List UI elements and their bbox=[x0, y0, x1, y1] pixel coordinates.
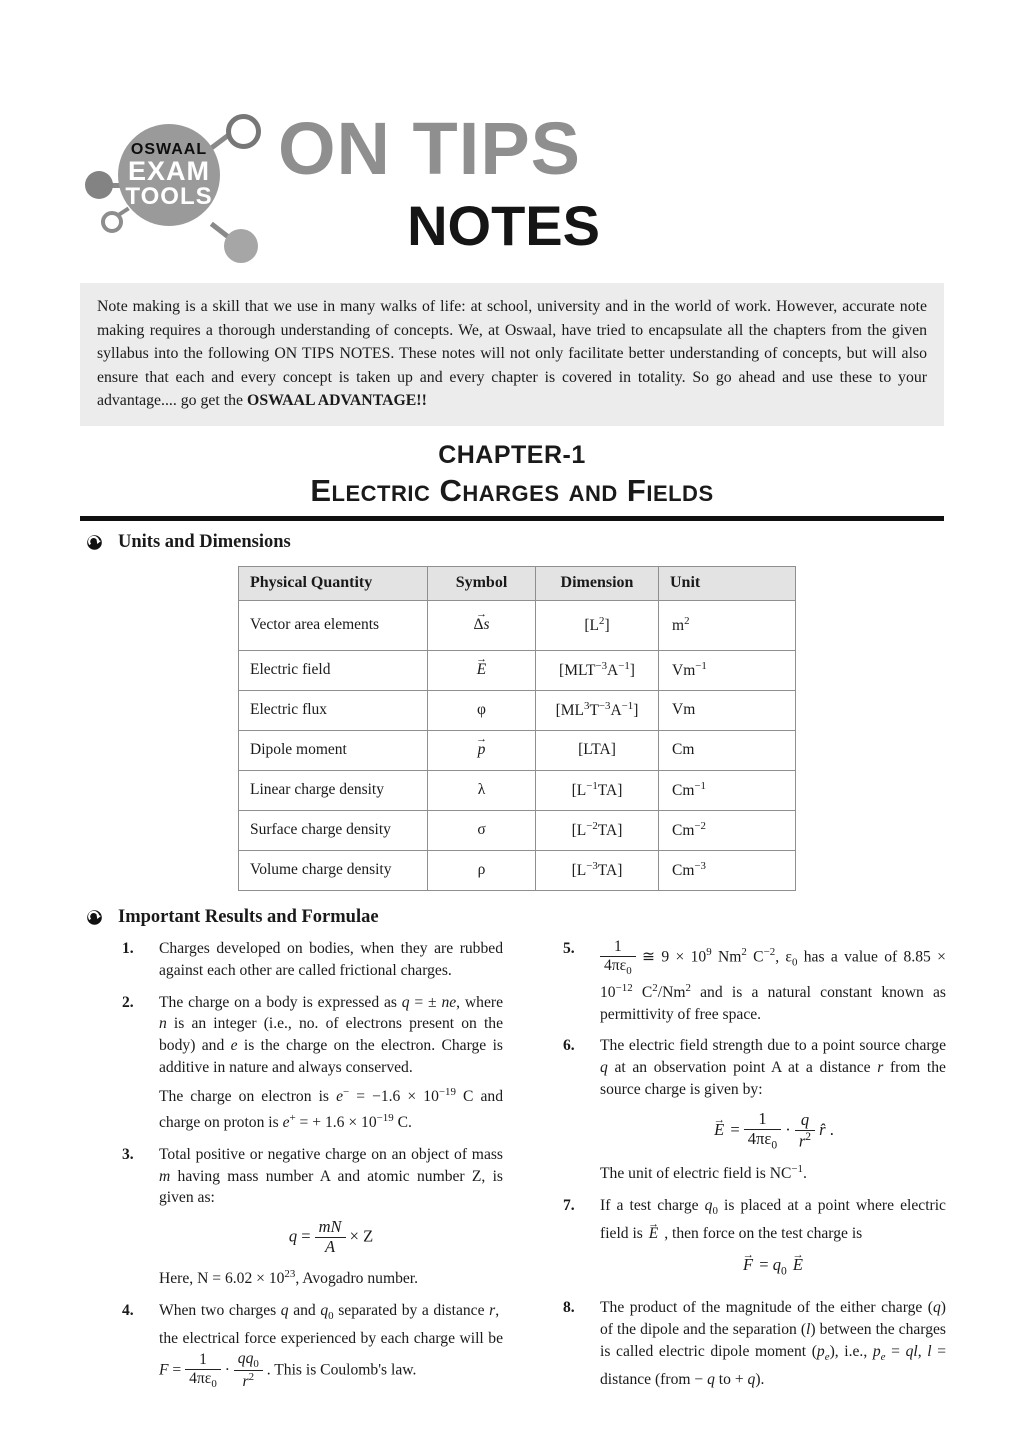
item-number: 4. bbox=[122, 1302, 134, 1320]
logo-text-exam: EXAM bbox=[127, 156, 210, 187]
item-body bbox=[600, 938, 946, 1028]
cell-symbol: ρ bbox=[428, 850, 536, 890]
result-item bbox=[563, 938, 946, 1028]
item-text: The unit of electric field is $NC^{-1}$. bbox=[600, 1163, 807, 1183]
cell-dimension: $[L^{-1}TA]$ bbox=[536, 770, 659, 810]
cell-unit: $Cm^{-2}$ bbox=[659, 810, 796, 850]
item-number: 5. bbox=[563, 939, 575, 957]
cell-unit: $Vm^{-1}$ bbox=[659, 650, 796, 690]
cell-unit: $m^2$ bbox=[659, 600, 796, 650]
result-item bbox=[563, 1297, 946, 1393]
item-number: 8. bbox=[563, 1299, 575, 1317]
logo-text-tools: TOOLS bbox=[125, 182, 213, 210]
series-title-notes: NOTES bbox=[407, 194, 600, 257]
table-row bbox=[239, 850, 796, 890]
section-heading-units bbox=[86, 532, 1024, 553]
result-item bbox=[122, 1144, 503, 1293]
column-header: Unit bbox=[659, 566, 796, 600]
cell-unit: $Cm^{-1}$ bbox=[659, 770, 796, 810]
item-body bbox=[159, 938, 503, 985]
item-body bbox=[159, 1300, 503, 1394]
cell-symbol: φ bbox=[428, 690, 536, 730]
item-number: 1. bbox=[122, 939, 134, 957]
intro-paragraph: Note making is a skill that we use in many walks of life: at school, university and in the world of work. However, accurate note making requires a thorough understanding of concepts. We, at Oswaal, have tried to encapsulate all the chapters from the given syllabus into the following ON TIPS NOTES. These notes will not only facilitate better understanding of concepts, but will also ensure that each and every concept is taken up and every chapter is covered in totality. So go ahead and use these to your advantage.... go get the OSWAAL ADVANTAGE!! bbox=[80, 283, 944, 426]
section-heading-results bbox=[86, 907, 1024, 928]
logo-text-oswaal: OSWAAL bbox=[130, 141, 208, 159]
table-row bbox=[239, 730, 796, 770]
cell-dimension: [LTA] bbox=[536, 730, 659, 770]
cell-quantity: Dipole moment bbox=[239, 730, 428, 770]
item-number: 7. bbox=[563, 1197, 575, 1215]
series-title-on-tips: ON TIPS bbox=[278, 107, 582, 190]
cell-dimension: $[L^{-3}TA]$ bbox=[536, 850, 659, 890]
item-body bbox=[600, 1035, 946, 1188]
item-text: The product of the magnitude of the either charge (q) of the dipole and the separation (l) between the charges is called electric dipole moment $(p_e)$, i.e., $p_e$ = ql, l = distance (from − q to + q). bbox=[600, 1299, 946, 1388]
results-right-column bbox=[563, 938, 946, 1402]
cell-symbol: Δs → bbox=[428, 600, 536, 650]
table-row bbox=[239, 690, 796, 730]
cell-quantity: Electric flux bbox=[239, 690, 428, 730]
cell-symbol: σ bbox=[428, 810, 536, 850]
item-number: 6. bbox=[563, 1037, 575, 1055]
item-number: 2. bbox=[122, 993, 134, 1011]
section-heading-label: Units and Dimensions bbox=[118, 531, 291, 552]
cell-symbol: λ bbox=[428, 770, 536, 810]
item-text: The electric field strength due to a point source charge q at an observation point A at a distance r from the source charge is given by: bbox=[600, 1037, 946, 1098]
result-item bbox=[122, 938, 503, 985]
result-item bbox=[563, 1195, 946, 1290]
results-two-columns bbox=[122, 938, 1024, 1402]
cell-quantity: Vector area elements bbox=[239, 600, 428, 650]
oswaal-logo bbox=[85, 112, 285, 287]
cell-quantity: Volume charge density bbox=[239, 850, 428, 890]
molecule-ring-icon bbox=[226, 114, 261, 149]
item-text: The charge on electron is $e^- = -1.6 \times 10^{-19}$ C and charge on proton is e+ = + $1.6 \times 10^{-19}$ C. bbox=[159, 1085, 503, 1131]
logo-circle bbox=[118, 124, 220, 226]
cell-quantity: Electric field bbox=[239, 650, 428, 690]
page-header bbox=[0, 0, 1024, 283]
table-row bbox=[239, 650, 796, 690]
item-text: If a test charge $q_0$ is placed at a point where electric field is E → , then force on the test charge is bbox=[600, 1195, 946, 1245]
cell-quantity: Surface charge density bbox=[239, 810, 428, 850]
chapter-title: Electric Charges and Fields bbox=[310, 472, 714, 508]
cell-unit: Cm bbox=[659, 730, 796, 770]
item-body bbox=[159, 1144, 503, 1293]
section-heading-label: Important Results and Formulae bbox=[118, 906, 379, 927]
cell-dimension: $[MLT^{-3}A^{-1}]$ bbox=[536, 650, 659, 690]
units-dimensions-table bbox=[238, 566, 796, 891]
formula: E → = $\frac{1}{4\pi\varepsilon_0}$ · $\frac{q}{r^2}$ r̂ . bbox=[600, 1110, 946, 1153]
cell-symbol: E → bbox=[428, 650, 536, 690]
table-row bbox=[239, 770, 796, 810]
result-item bbox=[563, 1035, 946, 1188]
item-text: Charges developed on bodies, when they are rubbed against each other are called frictional charges. bbox=[159, 939, 503, 979]
cell-symbol: p → bbox=[428, 730, 536, 770]
cell-unit: $Cm^{-3}$ bbox=[659, 850, 796, 890]
cell-dimension: $[L^{-2}TA]$ bbox=[536, 810, 659, 850]
column-header: Dimension bbox=[536, 566, 659, 600]
item-text: Total positive or negative charge on an object of mass m having mass number A and atomic number Z, is given as: bbox=[159, 1145, 503, 1207]
cell-dimension: $[L^2]$ bbox=[536, 600, 659, 650]
chapter-number: CHAPTER-1 bbox=[438, 440, 586, 469]
cell-quantity: Linear charge density bbox=[239, 770, 428, 810]
table-header-row bbox=[239, 566, 796, 600]
item-text: Here, $N = 6.02 \times 10^{23}$, Avogadro number. bbox=[159, 1268, 419, 1288]
column-header: Symbol bbox=[428, 566, 536, 600]
circle-arrow-bullet-icon bbox=[86, 909, 103, 926]
item-body bbox=[600, 1195, 946, 1290]
item-text: $\frac{1}{4\pi\varepsilon_0}$ ≅ $9 \times 10^9$ Nm$^2$ $C^{-2}$, $\varepsilon_0$ has a value of $8.85 \times 10^{-12}$ $C^2/Nm^2$ and is a natural constant known as permittivity of free space. bbox=[600, 937, 946, 1023]
item-text: The charge on a body is expressed as q = ± ne, where n is an integer (i.e., no. of electrons present on the body) and e is the charge on the electron. Charge is additive in nature and always conserved. bbox=[159, 993, 503, 1076]
formula: q = $\frac{mN}{A}$ × Z bbox=[288, 1217, 374, 1257]
molecule-node-icon bbox=[224, 229, 258, 263]
results-left-column bbox=[122, 938, 503, 1402]
item-body bbox=[600, 1297, 946, 1393]
column-header: Physical Quantity bbox=[239, 566, 428, 600]
formula: F → = $q_0$ E → bbox=[600, 1254, 946, 1283]
table-row bbox=[239, 600, 796, 650]
cell-unit: Vm bbox=[659, 690, 796, 730]
item-text: When two charges q and $q_0$ separated by a distance r, the electrical force experienced by each charge will be F = $\frac{1}{4\pi\varepsilon_0}$ · $\frac{qq_0}{r^2}$ . This is Coulomb's law. bbox=[159, 1302, 504, 1391]
molecule-ring-icon bbox=[101, 211, 123, 233]
item-number: 3. bbox=[122, 1145, 134, 1163]
result-item bbox=[122, 992, 503, 1137]
table-row bbox=[239, 810, 796, 850]
cell-dimension: $[ML^3T^{-3}A^{-1}]$ bbox=[536, 690, 659, 730]
molecule-node-icon bbox=[85, 171, 113, 199]
result-item bbox=[122, 1300, 503, 1394]
divider-rule bbox=[80, 516, 944, 521]
item-body bbox=[159, 992, 503, 1137]
circle-arrow-bullet-icon bbox=[86, 534, 103, 551]
